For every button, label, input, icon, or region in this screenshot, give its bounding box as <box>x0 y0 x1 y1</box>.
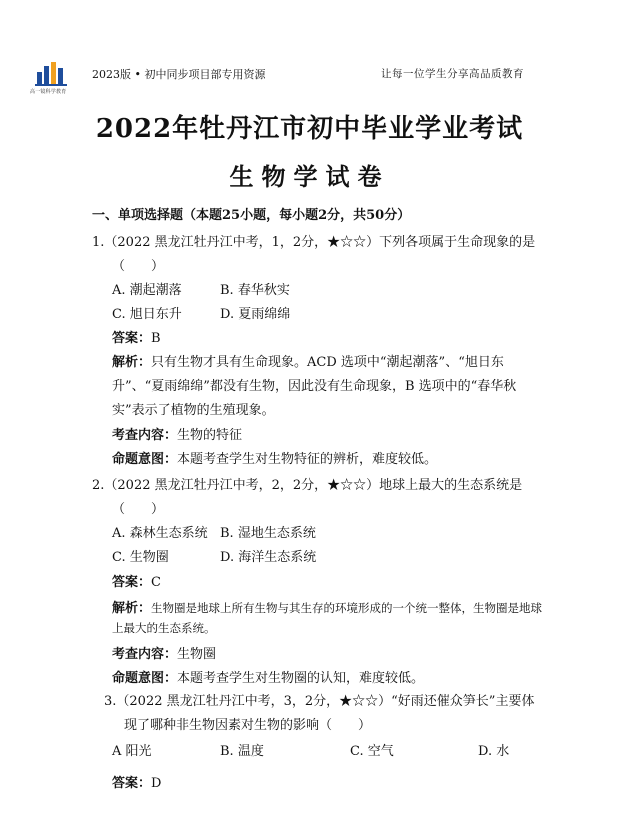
analysis-label: 解析： <box>112 355 152 370</box>
intent-label: 命题意图： <box>112 452 178 467</box>
header-right-text: 让每一位学生分享高品质教育 <box>381 68 524 80</box>
q3-option-c: C. 空气 <box>350 744 394 759</box>
q1-intent: 本题考查学生对生物特征的辨析，难度较低。 <box>177 452 438 467</box>
logo-icon <box>35 58 69 88</box>
q2-intent: 本题考查学生对生物圈的认知，难度较低。 <box>177 671 425 686</box>
q1-analysis-line3: 实”表示了植物的生殖现象。 <box>112 403 275 418</box>
content-label: 考查内容： <box>112 647 178 662</box>
section-heading: 一、单项选择题（本题25小题，每小题2分，共50分） <box>92 208 411 223</box>
q1-content: 生物的特征 <box>177 428 243 443</box>
q1-answer: B <box>151 331 161 346</box>
answer-label: 答案： <box>112 776 152 791</box>
header-left-text: 2023版 • 初中同步项目部专用资源 <box>92 68 266 81</box>
page-title: 2022年牡丹江市初中毕业学业考试 <box>95 114 524 144</box>
q3-answer: D <box>151 776 162 791</box>
q1-option-a: A. 潮起潮落 <box>112 283 182 298</box>
q3-stem-line2: 现了哪种非生物因素对生物的影响（ ） <box>124 718 372 733</box>
q2-answer: C <box>151 575 161 590</box>
q2-analysis-line2: 上最大的生态系统。 <box>112 621 216 635</box>
q2-paren: （ ） <box>112 502 165 517</box>
q3-option-a: A 阳光 <box>112 744 152 759</box>
q3-option-d: D. 水 <box>478 744 510 759</box>
q1-paren: （ ） <box>112 259 165 274</box>
q1-stem: 1.（2022 黑龙江牡丹江中考，1，2分，★☆☆）下列各项属于生命现象的是 <box>92 235 536 250</box>
q2-option-c: C. 生物圈 <box>112 550 169 565</box>
q1-option-c: C. 旭日东升 <box>112 307 182 322</box>
q1-analysis-line2: 升”、“夏雨绵绵”都没有生物，因此没有生命现象，B 选项中的“春华秋 <box>112 379 517 394</box>
answer-label: 答案： <box>112 575 152 590</box>
q1-option-b: B. 春华秋实 <box>220 283 290 298</box>
q1-option-d: D. 夏雨绵绵 <box>220 307 291 322</box>
page-subtitle: 生物学试卷 <box>229 162 390 191</box>
q3-stem-line1: 3.（2022 黑龙江牡丹江中考，3，2分，★☆☆）“好雨还催众笋长”主要体 <box>104 694 535 709</box>
q2-option-a: A. 森林生态系统 <box>112 526 208 541</box>
q2-analysis-line1: 生物圈是地球上所有生物与其生存的环境形成的一个统一整体，生物圈是地球 <box>151 601 543 615</box>
content-label: 考查内容： <box>112 428 178 443</box>
q1-analysis-line1: 只有生物才具有生命现象。ACD 选项中“潮起潮落”、“旭日东 <box>151 355 504 370</box>
q2-option-d: D. 海洋生态系统 <box>220 550 317 565</box>
q2-content: 生物圈 <box>177 647 217 662</box>
q2-stem: 2.（2022 黑龙江牡丹江中考，2，2分，★☆☆）地球上最大的生态系统是 <box>92 478 523 493</box>
analysis-label: 解析： <box>112 601 152 616</box>
intent-label: 命题意图： <box>112 671 178 686</box>
answer-label: 答案： <box>112 331 152 346</box>
q2-option-b: B. 湿地生态系统 <box>220 526 316 541</box>
q3-option-b: B. 温度 <box>220 744 264 759</box>
logo-caption: 高一镜科学教育 <box>30 89 67 95</box>
